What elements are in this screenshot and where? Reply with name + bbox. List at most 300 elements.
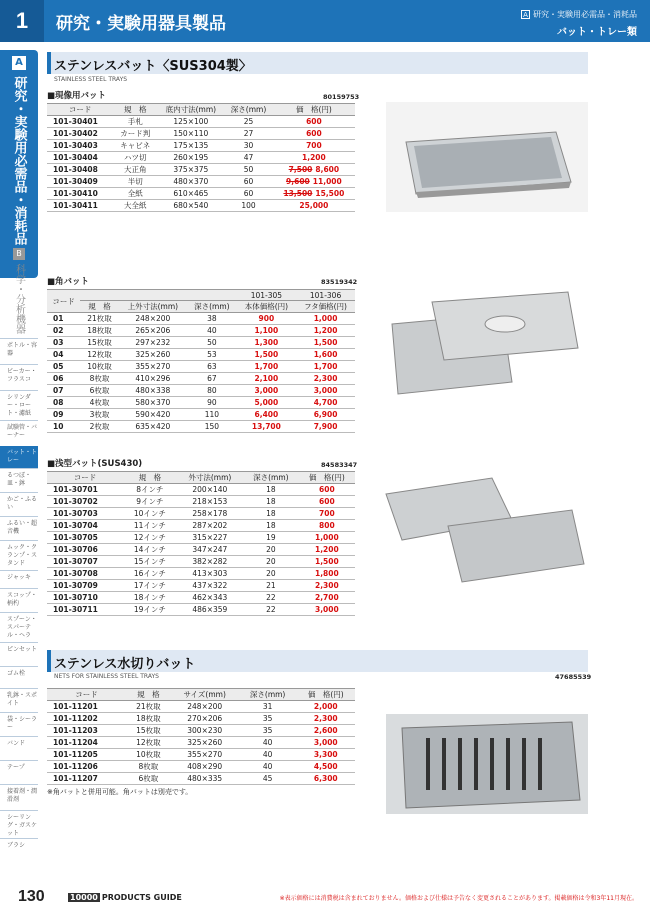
col-header: コード	[47, 104, 113, 116]
group-code: 47685539	[555, 673, 592, 681]
table-row	[47, 349, 355, 361]
product-depth: 40	[239, 749, 297, 761]
old-price: 7,500	[288, 165, 313, 174]
tab-b-letter: B	[13, 248, 25, 260]
product-price	[273, 152, 355, 164]
tab-a-label: 研究・実験用必需品・消耗品	[11, 76, 27, 245]
product-table-3	[47, 471, 355, 616]
product-table-2	[47, 289, 355, 433]
product-size: 297×232	[119, 337, 187, 349]
product-code: 02	[47, 325, 80, 337]
col-header: コード	[47, 689, 126, 701]
product-size: 486×359	[177, 604, 243, 616]
product-photo-drain-tray	[386, 714, 588, 814]
product-depth: 50	[224, 164, 272, 176]
product-price	[297, 725, 355, 737]
col-header: 深さ(mm)	[187, 301, 237, 313]
price-value: 1,200	[302, 153, 326, 162]
product-size: 375×375	[157, 164, 224, 176]
product-price	[297, 749, 355, 761]
product-spec: 11インチ	[123, 520, 177, 532]
product-depth: 25	[224, 116, 272, 128]
product-price	[297, 773, 355, 785]
product-depth: 18	[243, 496, 299, 508]
col-header: 本体価格(円)	[237, 301, 296, 313]
table-row	[47, 188, 355, 200]
product-price	[299, 532, 355, 544]
sidebar-item[interactable]: シーリング・ガスケット	[0, 810, 38, 838]
price-value: 2,600	[313, 726, 338, 735]
product-spec: 8インチ	[123, 484, 177, 496]
body-price: 2,100	[237, 373, 296, 385]
subcategory-label: バット・トレー類	[557, 27, 637, 38]
body-price: 900	[237, 313, 296, 325]
price-value: 3,000	[313, 738, 338, 747]
code-col-b: 101-306	[296, 290, 355, 301]
product-spec: 15枚取	[80, 337, 118, 349]
product-code: 04	[47, 349, 80, 361]
product-spec: 15インチ	[123, 556, 177, 568]
product-depth: 19	[243, 532, 299, 544]
product-depth: 20	[243, 568, 299, 580]
sidebar-item[interactable]: 試験管・バーナー	[0, 420, 38, 446]
product-spec: 15枚取	[126, 725, 171, 737]
product-size: 260×195	[157, 152, 224, 164]
product-code: 101-30409	[47, 176, 113, 188]
product-code: 101-30401	[47, 116, 113, 128]
product-spec: 6枚取	[126, 773, 171, 785]
product-code: 101-11207	[47, 773, 126, 785]
lid-price: 6,900	[296, 409, 355, 421]
product-code: 101-30408	[47, 164, 113, 176]
product-depth: 31	[239, 701, 297, 713]
price-value: 600	[306, 129, 322, 138]
product-price	[273, 188, 355, 200]
product-depth: 20	[243, 544, 299, 556]
body-price: 1,700	[237, 361, 296, 373]
section-subtitle: NETS FOR STAINLESS STEEL TRAYS	[54, 673, 159, 680]
col-header: 深さ(mm)	[243, 472, 299, 484]
table-row	[47, 313, 355, 325]
price-value: 1,000	[314, 533, 339, 542]
product-spec: 半切	[113, 176, 157, 188]
product-spec: 12インチ	[123, 532, 177, 544]
sidebar-item[interactable]: ブラシ	[0, 838, 38, 860]
sidebar-item[interactable]: スプーン・スパーテル・ヘラ	[0, 612, 38, 642]
price-value: 3,300	[313, 750, 338, 759]
product-depth: 38	[187, 313, 237, 325]
product-spec: 10枚取	[80, 361, 118, 373]
product-spec: ハツ切	[113, 152, 157, 164]
table-row	[47, 604, 355, 616]
sidebar-item[interactable]: テープ	[0, 760, 38, 784]
col-header: 上外寸法(mm)	[119, 301, 187, 313]
product-photo-square-tray	[372, 284, 588, 402]
product-price	[273, 140, 355, 152]
product-size: 355×270	[171, 749, 239, 761]
product-spec: 21枚取	[80, 313, 118, 325]
product-code: 101-30701	[47, 484, 123, 496]
product-price	[273, 128, 355, 140]
table-row	[47, 116, 355, 128]
product-spec: カード判	[113, 128, 157, 140]
product-note: ※角バットと併用可能。角バットは別売です。	[47, 788, 193, 796]
product-depth: 18	[243, 508, 299, 520]
table-row	[47, 152, 355, 164]
table-row	[47, 176, 355, 188]
table-row	[47, 361, 355, 373]
old-price: 9,600	[286, 177, 310, 186]
price-value: 700	[306, 141, 322, 150]
product-depth: 40	[239, 761, 297, 773]
product-price	[299, 580, 355, 592]
body-price: 1,500	[237, 349, 296, 361]
product-photo-developing-tray	[386, 102, 588, 212]
product-spec: 手札	[113, 116, 157, 128]
product-size: 265×206	[119, 325, 187, 337]
product-price	[273, 164, 355, 176]
product-size: 287×202	[177, 520, 243, 532]
product-size: 175×135	[157, 140, 224, 152]
price-value: 8,600	[315, 165, 340, 174]
table-row	[47, 409, 355, 421]
col-header: コード	[47, 290, 80, 313]
col-header: 規 格	[80, 301, 118, 313]
product-code: 09	[47, 409, 80, 421]
product-depth: 35	[239, 713, 297, 725]
product-depth: 50	[187, 337, 237, 349]
product-size: 355×270	[119, 361, 187, 373]
table-row	[47, 556, 355, 568]
product-code: 101-30704	[47, 520, 123, 532]
tab-a-letter: A	[12, 56, 26, 70]
product-depth: 60	[224, 188, 272, 200]
product-code: 08	[47, 397, 80, 409]
table-row	[47, 532, 355, 544]
price-value: 11,000	[312, 177, 342, 186]
product-depth: 27	[224, 128, 272, 140]
product-spec: 全紙	[113, 188, 157, 200]
product-size: 437×322	[177, 580, 243, 592]
product-spec: 2枚取	[80, 421, 118, 433]
col-header: 価 格(円)	[299, 472, 355, 484]
col-header: フタ価格(円)	[296, 301, 355, 313]
product-depth: 18	[243, 484, 299, 496]
category-letter-badge: A	[521, 10, 530, 19]
product-price	[297, 737, 355, 749]
product-depth: 20	[243, 556, 299, 568]
product-code: 10	[47, 421, 80, 433]
product-code: 07	[47, 385, 80, 397]
old-price: 13,500	[283, 189, 313, 198]
sidebar-item[interactable]: ムック・クランプ・スタンド	[0, 540, 38, 570]
section-title: ステンレス水切りバット	[54, 657, 196, 672]
price-value: 15,500	[315, 189, 345, 198]
sidebar-item[interactable]: ふるい・超音機	[0, 516, 38, 540]
table-row	[47, 737, 355, 749]
product-size: 382×282	[177, 556, 243, 568]
product-code: 101-11204	[47, 737, 126, 749]
product-spec: 9インチ	[123, 496, 177, 508]
product-spec: 18枚取	[80, 325, 118, 337]
price-value: 600	[319, 485, 335, 494]
product-code: 101-30403	[47, 140, 113, 152]
product-size: 580×370	[119, 397, 187, 409]
product-code: 101-30402	[47, 128, 113, 140]
product-code: 01	[47, 313, 80, 325]
lid-price: 1,200	[296, 325, 355, 337]
product-size: 218×153	[177, 496, 243, 508]
body-price: 1,100	[237, 325, 296, 337]
product-size: 408×290	[171, 761, 239, 773]
sidebar	[0, 42, 38, 872]
body-price: 13,700	[237, 421, 296, 433]
product-price	[299, 508, 355, 520]
sidebar-item[interactable]: ゴム栓	[0, 666, 38, 688]
product-spec: 21枚取	[126, 701, 171, 713]
product-size: 325×260	[119, 349, 187, 361]
sidebar-item[interactable]: 袋・シーラー	[0, 712, 38, 736]
product-size: 347×247	[177, 544, 243, 556]
body-price: 1,300	[237, 337, 296, 349]
group-title: ■現像用バット	[47, 91, 107, 101]
sidebar-item[interactable]: 乳鉢・スポイト	[0, 688, 38, 712]
product-spec: 10枚取	[126, 749, 171, 761]
lid-price: 1,000	[296, 313, 355, 325]
product-price	[299, 496, 355, 508]
product-spec: 18枚取	[126, 713, 171, 725]
product-code: 101-11203	[47, 725, 126, 737]
product-price	[273, 176, 355, 188]
footer-brand	[68, 893, 182, 902]
footer-notice: ※表示価格には消費税は含まれておりません。価格および仕様は予告なく変更されることがあります。掲載価格は令和3年11月現在。	[279, 895, 638, 902]
body-price: 6,400	[237, 409, 296, 421]
table-row	[47, 325, 355, 337]
product-spec: 14インチ	[123, 544, 177, 556]
sidebar-item[interactable]: るつぼ・皿・鉢	[0, 468, 38, 492]
sidebar-item-active[interactable]: バット・トレー	[0, 446, 38, 468]
product-depth: 21	[243, 580, 299, 592]
product-size: 300×230	[171, 725, 239, 737]
sidebar-item[interactable]: シリンダー・ロート・濾紙	[0, 390, 38, 420]
col-header: 価 格(円)	[297, 689, 355, 701]
category-text: 研究・実験用必需品・消耗品	[533, 10, 637, 19]
product-depth: 90	[187, 397, 237, 409]
brand-text: PRODUCTS GUIDE	[101, 893, 182, 902]
table-row	[47, 373, 355, 385]
price-value: 2,700	[314, 593, 339, 602]
product-size: 413×303	[177, 568, 243, 580]
price-value: 2,000	[313, 702, 338, 711]
product-price	[297, 701, 355, 713]
sidebar-item[interactable]: ジャッキ	[0, 570, 38, 588]
product-size: 480×370	[157, 176, 224, 188]
table-row	[47, 140, 355, 152]
col-header: 規 格	[126, 689, 171, 701]
table-row	[47, 496, 355, 508]
product-spec: 8枚取	[80, 373, 118, 385]
product-depth: 110	[187, 409, 237, 421]
chapter-number: 1	[0, 0, 44, 42]
product-spec: 大正角	[113, 164, 157, 176]
group-code: 84583347	[321, 461, 358, 469]
product-price	[273, 116, 355, 128]
product-size: 480×335	[171, 773, 239, 785]
product-size: 248×200	[171, 701, 239, 713]
table-row	[47, 580, 355, 592]
product-code: 101-30404	[47, 152, 113, 164]
product-code: 101-30703	[47, 508, 123, 520]
product-size: 610×465	[157, 188, 224, 200]
col-header: サイズ(mm)	[171, 689, 239, 701]
product-spec: 16インチ	[123, 568, 177, 580]
table-row	[47, 385, 355, 397]
table-row	[47, 592, 355, 604]
table-row	[47, 568, 355, 580]
product-code: 101-11202	[47, 713, 126, 725]
product-code: 101-30706	[47, 544, 123, 556]
product-table-1	[47, 103, 355, 212]
product-depth: 22	[243, 592, 299, 604]
col-header: 価 格(円)	[273, 104, 355, 116]
product-size: 200×140	[177, 484, 243, 496]
table-row	[47, 484, 355, 496]
lid-price: 4,700	[296, 397, 355, 409]
product-price	[299, 604, 355, 616]
sidebar-tab-b[interactable]	[0, 248, 38, 334]
table-row	[47, 520, 355, 532]
product-price	[297, 761, 355, 773]
body-price: 3,000	[237, 385, 296, 397]
body-price: 5,000	[237, 397, 296, 409]
sidebar-item[interactable]: かご・ふるい	[0, 492, 38, 516]
product-depth: 40	[187, 325, 237, 337]
price-value: 2,300	[313, 714, 338, 723]
sidebar-item[interactable]: スコップ・柄杓	[0, 588, 38, 612]
product-price	[299, 520, 355, 532]
col-header: 深さ(mm)	[224, 104, 272, 116]
product-size: 150×110	[157, 128, 224, 140]
product-spec: キャビネ	[113, 140, 157, 152]
product-size: 635×420	[119, 421, 187, 433]
table-row	[47, 761, 355, 773]
product-depth: 40	[239, 737, 297, 749]
table-row	[47, 725, 355, 737]
col-header: 底内寸法(mm)	[157, 104, 224, 116]
section-title: ステンレスバット〈SUS304製〉	[54, 59, 252, 74]
product-depth: 63	[187, 361, 237, 373]
product-spec: 大全紙	[113, 200, 157, 212]
product-size: 125×100	[157, 116, 224, 128]
group-code: 83519342	[321, 278, 358, 286]
col-header: 深さ(mm)	[239, 689, 297, 701]
page-number: 130	[18, 888, 45, 905]
product-spec: 17インチ	[123, 580, 177, 592]
product-code: 101-30411	[47, 200, 113, 212]
sidebar-item[interactable]: ボトル・容器	[0, 338, 38, 364]
product-spec: 12枚取	[126, 737, 171, 749]
table-row	[47, 128, 355, 140]
table-row	[47, 701, 355, 713]
category-label	[521, 9, 637, 20]
product-code: 101-30707	[47, 556, 123, 568]
lid-price: 1,600	[296, 349, 355, 361]
product-spec: 19インチ	[123, 604, 177, 616]
lid-price: 7,900	[296, 421, 355, 433]
product-spec: 4枚取	[80, 397, 118, 409]
product-size: 258×178	[177, 508, 243, 520]
product-price	[299, 592, 355, 604]
product-code: 06	[47, 373, 80, 385]
product-code: 101-30711	[47, 604, 123, 616]
product-size: 462×343	[177, 592, 243, 604]
price-value: 1,200	[314, 545, 339, 554]
table-row	[47, 544, 355, 556]
code-col-a: 101-305	[237, 290, 296, 301]
product-depth: 150	[187, 421, 237, 433]
product-code: 101-30705	[47, 532, 123, 544]
price-value: 6,300	[313, 774, 338, 783]
product-code: 101-11206	[47, 761, 126, 773]
product-price	[299, 556, 355, 568]
sidebar-item[interactable]: ピンセット	[0, 642, 38, 666]
sidebar-tab-a[interactable]	[0, 50, 38, 278]
lid-price: 1,500	[296, 337, 355, 349]
product-code: 101-30708	[47, 568, 123, 580]
col-header: コード	[47, 472, 123, 484]
product-code: 101-30709	[47, 580, 123, 592]
table-row	[47, 421, 355, 433]
product-code: 05	[47, 361, 80, 373]
group-title: ■浅型バット(SUS430)	[47, 459, 143, 469]
product-spec: 3枚取	[80, 409, 118, 421]
sidebar-item[interactable]: バンド	[0, 736, 38, 760]
table-row	[47, 164, 355, 176]
price-value: 600	[306, 117, 322, 126]
product-size: 590×420	[119, 409, 187, 421]
product-size: 410×296	[119, 373, 187, 385]
product-size: 270×206	[171, 713, 239, 725]
table-row	[47, 200, 355, 212]
product-spec: 10インチ	[123, 508, 177, 520]
table-row	[47, 713, 355, 725]
product-size: 480×338	[119, 385, 187, 397]
product-price	[297, 713, 355, 725]
product-table-4	[47, 688, 355, 785]
sidebar-item[interactable]: 接着剤・潤滑剤	[0, 784, 38, 810]
table-row	[47, 397, 355, 409]
price-value: 3,000	[314, 605, 339, 614]
brand-box: 10000	[70, 893, 98, 902]
product-code: 101-11201	[47, 701, 126, 713]
lid-price: 3,000	[296, 385, 355, 397]
product-spec: 12枚取	[80, 349, 118, 361]
product-spec: 6枚取	[80, 385, 118, 397]
product-depth: 80	[187, 385, 237, 397]
product-depth: 35	[239, 725, 297, 737]
product-code: 101-11205	[47, 749, 126, 761]
table-row	[47, 508, 355, 520]
product-depth: 67	[187, 373, 237, 385]
product-depth: 30	[224, 140, 272, 152]
sidebar-item[interactable]: ビーカー・フラスコ	[0, 364, 38, 390]
product-spec: 18インチ	[123, 592, 177, 604]
product-size: 248×200	[119, 313, 187, 325]
product-photo-shallow-tray	[372, 464, 588, 594]
product-depth: 60	[224, 176, 272, 188]
product-code: 101-30410	[47, 188, 113, 200]
lid-price: 2,300	[296, 373, 355, 385]
